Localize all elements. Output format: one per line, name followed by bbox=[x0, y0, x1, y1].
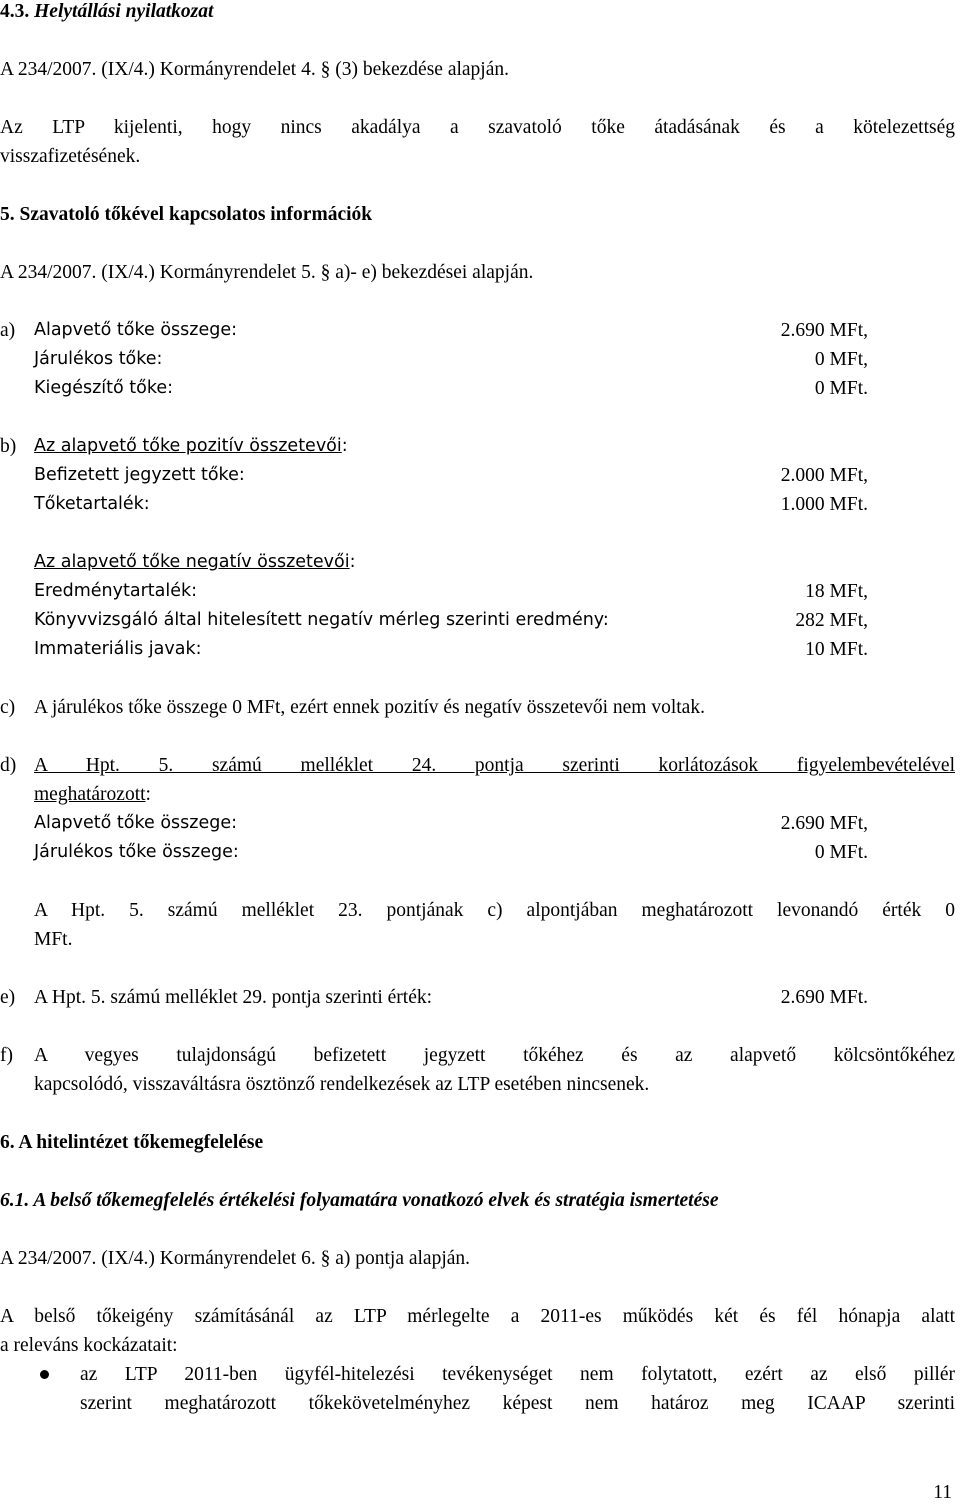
item-d-label-1: Alapvető tőke összege: bbox=[34, 813, 237, 833]
section-6-1-text-line2: a releváns kockázatait: bbox=[0, 1335, 178, 1356]
item-a-value-1: 2.690 MFt, bbox=[780, 320, 868, 341]
item-d-label-2: Járulékos tőke összege: bbox=[34, 842, 239, 862]
item-b-neg-value-2: 282 MFt, bbox=[795, 610, 868, 631]
item-a-label-2: Járulékos tőke: bbox=[34, 349, 163, 369]
item-d-value-1: 2.690 MFt, bbox=[780, 813, 868, 834]
item-b-pos-label-2: Tőketartalék: bbox=[34, 494, 150, 514]
item-e-text: A Hpt. 5. számú melléklet 29. pontja szerinti érték: bbox=[34, 987, 433, 1008]
item-b-neg-value-1: 18 MFt, bbox=[805, 581, 868, 602]
item-d-text-line1: A Hpt. 5. számú melléklet 24. pontja szerinti korlátozások figyelembevételével bbox=[34, 755, 955, 776]
item-f-marker: f) bbox=[0, 1045, 13, 1066]
item-e-marker: e) bbox=[0, 987, 16, 1008]
page-number: 11 bbox=[933, 1482, 952, 1503]
item-b-neg-label-2: Könyvvizsgáló által hitelesített negatív mérleg szerinti eredmény: bbox=[34, 610, 609, 630]
item-e-value: 2.690 MFt. bbox=[780, 987, 868, 1008]
section-4-3-text-line1: Az LTP kijelenti, hogy nincs akadálya a szavatoló tőke átadásának és a kötelezettség bbox=[0, 117, 955, 138]
item-b-pos-value-2: 1.000 MFt. bbox=[780, 494, 868, 515]
item-d-note-line2: MFt. bbox=[34, 929, 73, 950]
item-c-text: A járulékos tőke összege 0 MFt, ezért ennek pozitív és negatív összetevői nem voltak. bbox=[34, 697, 705, 718]
item-f-text-line1: A vegyes tulajdonságú befizetett jegyzett tőkéhez és az alapvető kölcsöntőkéhez bbox=[34, 1045, 955, 1066]
bullet-text-line1: az LTP 2011-ben ügyfél-hitelezési tevékenységet nem folytatott, ezért az első pillér bbox=[80, 1364, 955, 1385]
item-a-label-1: Alapvető tőke összege: bbox=[34, 320, 237, 340]
item-b-pos-value-1: 2.000 MFt, bbox=[780, 465, 868, 486]
item-b-neg-value-3: 10 MFt. bbox=[805, 639, 868, 660]
item-d-value-2: 0 MFt. bbox=[814, 842, 868, 863]
item-d-note-line1: A Hpt. 5. számú melléklet 23. pontjának c) alpontjában meghatározott levonandó érték 0 bbox=[34, 900, 955, 921]
section-4-3-reference: A 234/2007. (IX/4.) Kormányrendelet 4. § (3) bekezdése alapján. bbox=[0, 59, 509, 80]
item-f-text-line2: kapcsolódó, visszaváltásra ösztönző rendelkezések az LTP esetében nincsenek. bbox=[34, 1074, 650, 1095]
item-b-neg-label-1: Eredménytartalék: bbox=[34, 581, 198, 601]
item-b-negative-heading: Az alapvető tőke negatív összetevői: bbox=[34, 552, 356, 572]
item-a-marker: a) bbox=[0, 320, 16, 341]
item-b-positive-heading: Az alapvető tőke pozitív összetevői: bbox=[34, 436, 348, 456]
item-d-marker: d) bbox=[0, 755, 17, 776]
section-5-heading: 5. Szavatoló tőkével kapcsolatos információk bbox=[0, 204, 373, 225]
bullet-icon bbox=[40, 1370, 49, 1379]
section-6-heading: 6. A hitelintézet tőkemegfelelése bbox=[0, 1132, 264, 1153]
item-a-value-3: 0 MFt. bbox=[814, 378, 868, 399]
item-b-pos-label-1: Befizetett jegyzett tőke: bbox=[34, 465, 245, 485]
section-6-1-heading: 6.1. A belső tőkemegfelelés értékelési folyamatára vonatkozó elvek és stratégia ismertetése bbox=[0, 1190, 719, 1211]
item-b-marker: b) bbox=[0, 436, 17, 457]
bullet-text-line2: szerint meghatározott tőkekövetelményhez képest nem határoz meg ICAAP szerinti bbox=[80, 1393, 955, 1414]
item-c-marker: c) bbox=[0, 697, 16, 718]
item-b-neg-label-3: Immateriális javak: bbox=[34, 639, 202, 659]
item-d-text-line2: meghatározott: bbox=[34, 784, 151, 805]
section-4-3-heading: 4.3. Helytállási nyilatkozat bbox=[0, 1, 214, 22]
section-5-reference: A 234/2007. (IX/4.) Kormányrendelet 5. § a)- e) bekezdései alapján. bbox=[0, 262, 534, 283]
section-4-3-text-line2: visszafizetésének. bbox=[0, 146, 141, 167]
section-6-1-text-line1: A belső tőkeigény számításánál az LTP mérlegelte a 2011-es működés két és fél hónapja alatt bbox=[0, 1306, 955, 1327]
section-6-1-reference: A 234/2007. (IX/4.) Kormányrendelet 6. § a) pontja alapján. bbox=[0, 1248, 471, 1269]
item-a-value-2: 0 MFt, bbox=[814, 349, 868, 370]
item-a-label-3: Kiegészítő tőke: bbox=[34, 378, 174, 398]
